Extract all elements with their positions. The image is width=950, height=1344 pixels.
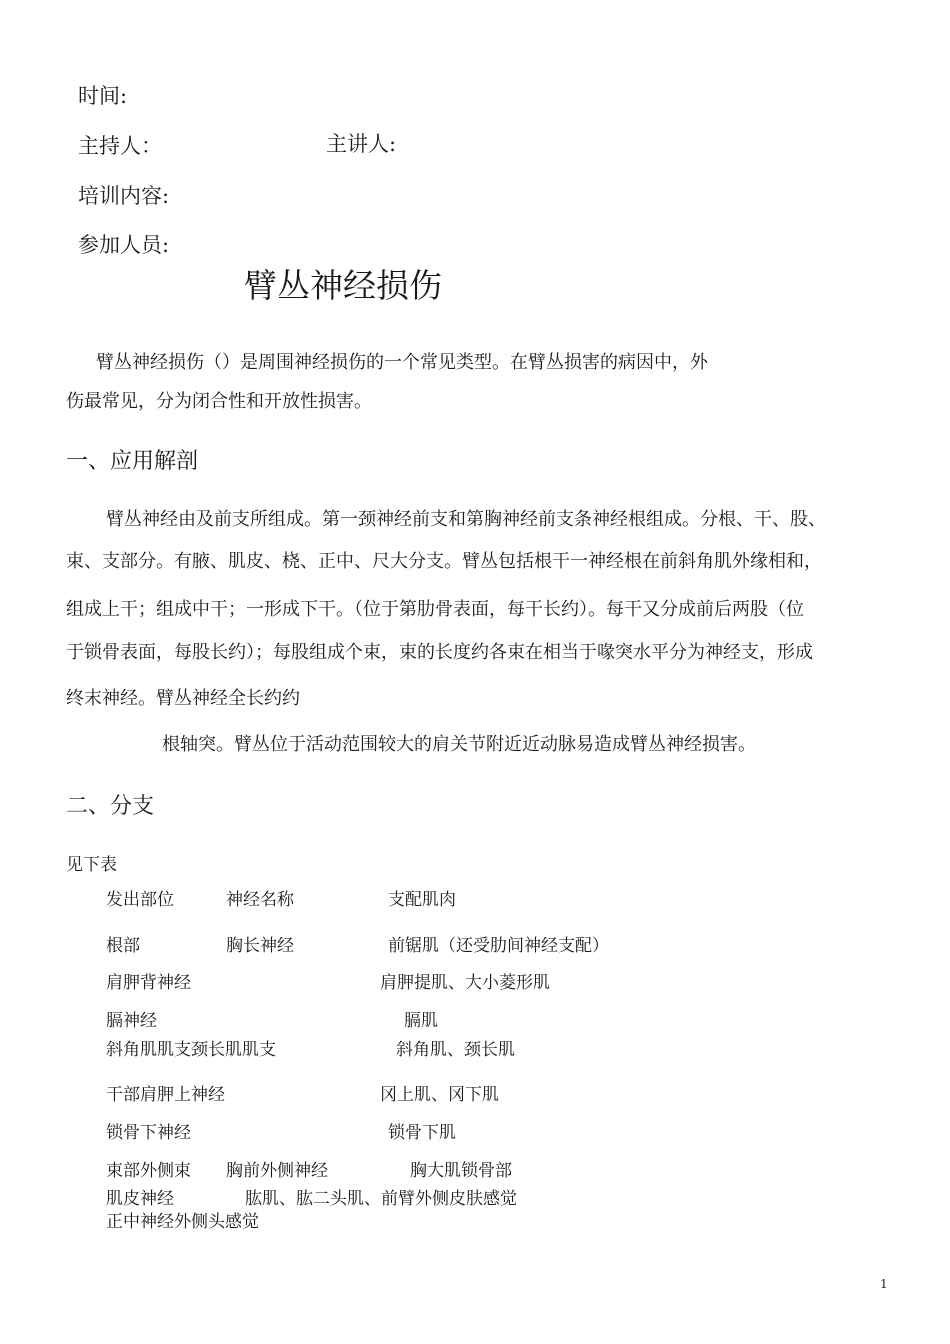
table-cell: 正中神经外侧头感觉 [106, 1212, 259, 1232]
host-label: 主持人： [78, 134, 162, 158]
table-cell: 膈肌 [404, 1011, 438, 1031]
see-table-note: 见下表 [66, 855, 117, 875]
anatomy-line: 臂丛神经由及前支所组成。第一颈神经前支和第胸神经前支条神经根组成。分根、干、股、 [106, 509, 826, 530]
table-cell: 肌皮神经 [106, 1189, 174, 1209]
attendees-label: 参加人员: [78, 233, 170, 257]
table-header-muscle: 支配肌肉 [388, 890, 456, 910]
table-header-origin: 发出部位 [106, 890, 174, 910]
section-heading-branches: 二、分支 [66, 794, 155, 819]
intro-line-2: 伤最常见，分为闭合性和开放性损害。 [66, 391, 372, 412]
anatomy-line: 组成上干；组成中干；一形成下干。（位于第肋骨表面，每干长约）。每干又分成前后两股（位 [66, 599, 804, 620]
table-cell: 肩胛背神经 [106, 973, 191, 993]
table-cell: 锁骨下神经 [106, 1123, 191, 1143]
anatomy-line: 束、支部分。有腋、肌皮、桡、正中、尺大分支。臂丛包括根干一神经根在前斜角肌外缘相和， [66, 551, 822, 572]
table-cell: 干部肩胛上神经 [106, 1085, 225, 1105]
table-cell: 斜角肌、颈长肌 [396, 1040, 515, 1060]
table-cell: 膈神经 [106, 1011, 157, 1031]
speaker-label: 主讲人: [326, 132, 397, 156]
table-cell: 前锯肌（还受肋间神经支配） [388, 936, 609, 956]
table-cell: 胸大肌锁骨部 [410, 1161, 512, 1181]
document-title: 臂丛神经损伤 [244, 266, 442, 305]
page-number: 1 [880, 1277, 888, 1291]
table-cell: 胸长神经 [226, 936, 294, 956]
table-header-nerve: 神经名称 [226, 890, 294, 910]
anatomy-line: 于锁骨表面，每股长约）；每股组成个束，束的长度约各束在相当于喙突水平分为神经支，形成 [66, 642, 813, 663]
anatomy-line: 根轴突。臂丛位于活动范围较大的肩关节附近近动脉易造成臂丛神经损害。 [162, 734, 756, 755]
table-cell: 锁骨下肌 [388, 1123, 456, 1143]
table-cell: 肩胛提肌、大小菱形肌 [380, 973, 550, 993]
anatomy-line: 终末神经。臂丛神经全长约约 [66, 688, 300, 709]
table-cell: 胸前外侧神经 [226, 1161, 328, 1181]
time-label: 时间: [78, 84, 128, 108]
content-label: 培训内容: [78, 184, 170, 208]
table-cell: 斜角肌肌支颈长肌肌支 [106, 1040, 276, 1060]
table-cell: 根部 [106, 936, 140, 956]
table-cell: 冈上肌、冈下肌 [380, 1085, 499, 1105]
section-heading-anatomy: 一、应用解剖 [66, 449, 199, 474]
table-cell: 肱肌、肱二头肌、前臂外侧皮肤感觉 [245, 1189, 517, 1209]
table-cell: 束部外侧束 [106, 1161, 191, 1181]
intro-line-1: 臂丛神经损伤（）是周围神经损伤的一个常见类型。在臂丛损害的病因中，外 [96, 352, 708, 373]
